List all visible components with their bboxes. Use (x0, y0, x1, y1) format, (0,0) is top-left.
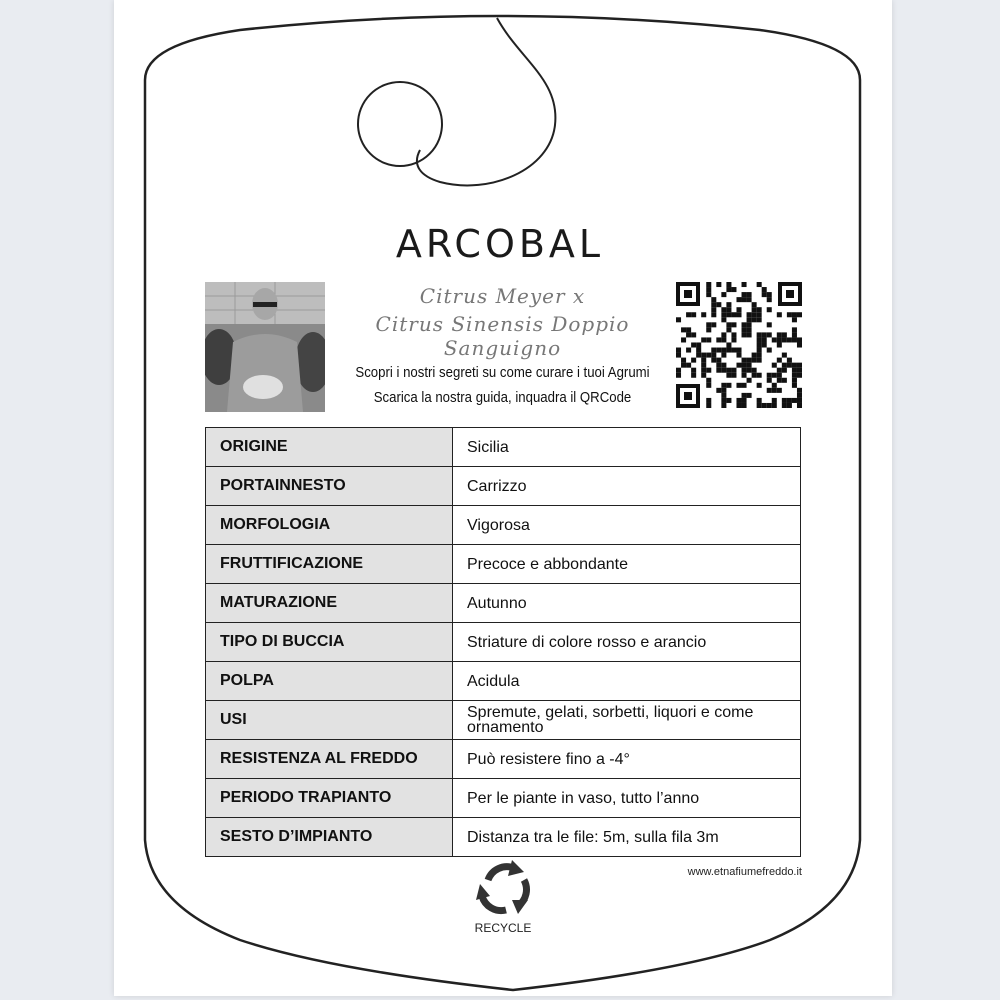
spec-value: Per le piante in vaso, tutto l’anno (453, 779, 801, 818)
scientific-name-line1: Citrus Meyer x (419, 284, 586, 308)
table-row (206, 467, 801, 506)
spec-value: Striature di colore rosso e arancio (453, 623, 801, 662)
spec-label: ORIGINE (206, 428, 453, 467)
spec-value: Carrizzo (453, 467, 801, 506)
table-row (206, 584, 801, 623)
spec-value: Spremute, gelati, sorbetti, liquori e come ornamento (453, 701, 801, 740)
scientific-name-line2: Citrus Sinensis Doppio Sanguigno (375, 312, 630, 360)
spec-label: PERIODO TRAPIANTO (206, 779, 453, 818)
spec-label: MATURAZIONE (206, 584, 453, 623)
spec-label: TIPO DI BUCCIA (206, 623, 453, 662)
table-row (206, 662, 801, 701)
spec-value: Autunno (453, 584, 801, 623)
spec-label: USI (206, 701, 453, 740)
hang-slit (417, 18, 555, 185)
spec-label: POLPA (206, 662, 453, 701)
table-row (206, 428, 801, 467)
product-title: ARCOBAL (395, 222, 605, 266)
table-row (206, 701, 801, 740)
table-row (206, 740, 801, 779)
specs-table (205, 427, 801, 857)
spec-label: SESTO D’IMPIANTO (206, 818, 453, 857)
spec-value: Precoce e abbondante (453, 545, 801, 584)
qr-code-icon[interactable] (676, 282, 802, 408)
recycle-icon (474, 858, 532, 918)
spec-label: PORTAINNESTO (206, 467, 453, 506)
table-row (206, 779, 801, 818)
spec-label: MORFOLOGIA (206, 506, 453, 545)
spec-value: Vigorosa (453, 506, 801, 545)
table-row (206, 506, 801, 545)
table-row (206, 818, 801, 857)
promo-text-line2: Scarica la nostra guida, inquadra il QRCode (373, 389, 632, 406)
table-row (206, 545, 801, 584)
grower-photo (205, 282, 325, 412)
promo-text-line1: Scopri i nostri segreti su come curare i tuoi Agrumi (355, 364, 650, 381)
recycle-label: RECYCLE (474, 921, 532, 935)
spec-value: Può resistere fino a -4° (453, 740, 801, 779)
spec-value: Acidula (453, 662, 801, 701)
table-row (206, 623, 801, 662)
spec-value: Sicilia (453, 428, 801, 467)
hang-hole (358, 82, 442, 166)
spec-value: Distanza tra le file: 5m, sulla fila 3m (453, 818, 801, 857)
spec-label: RESISTENZA AL FREDDO (206, 740, 453, 779)
spec-label: FRUTTIFICAZIONE (206, 545, 453, 584)
website-link[interactable]: www.etnafiumefreddo.it (687, 866, 802, 878)
